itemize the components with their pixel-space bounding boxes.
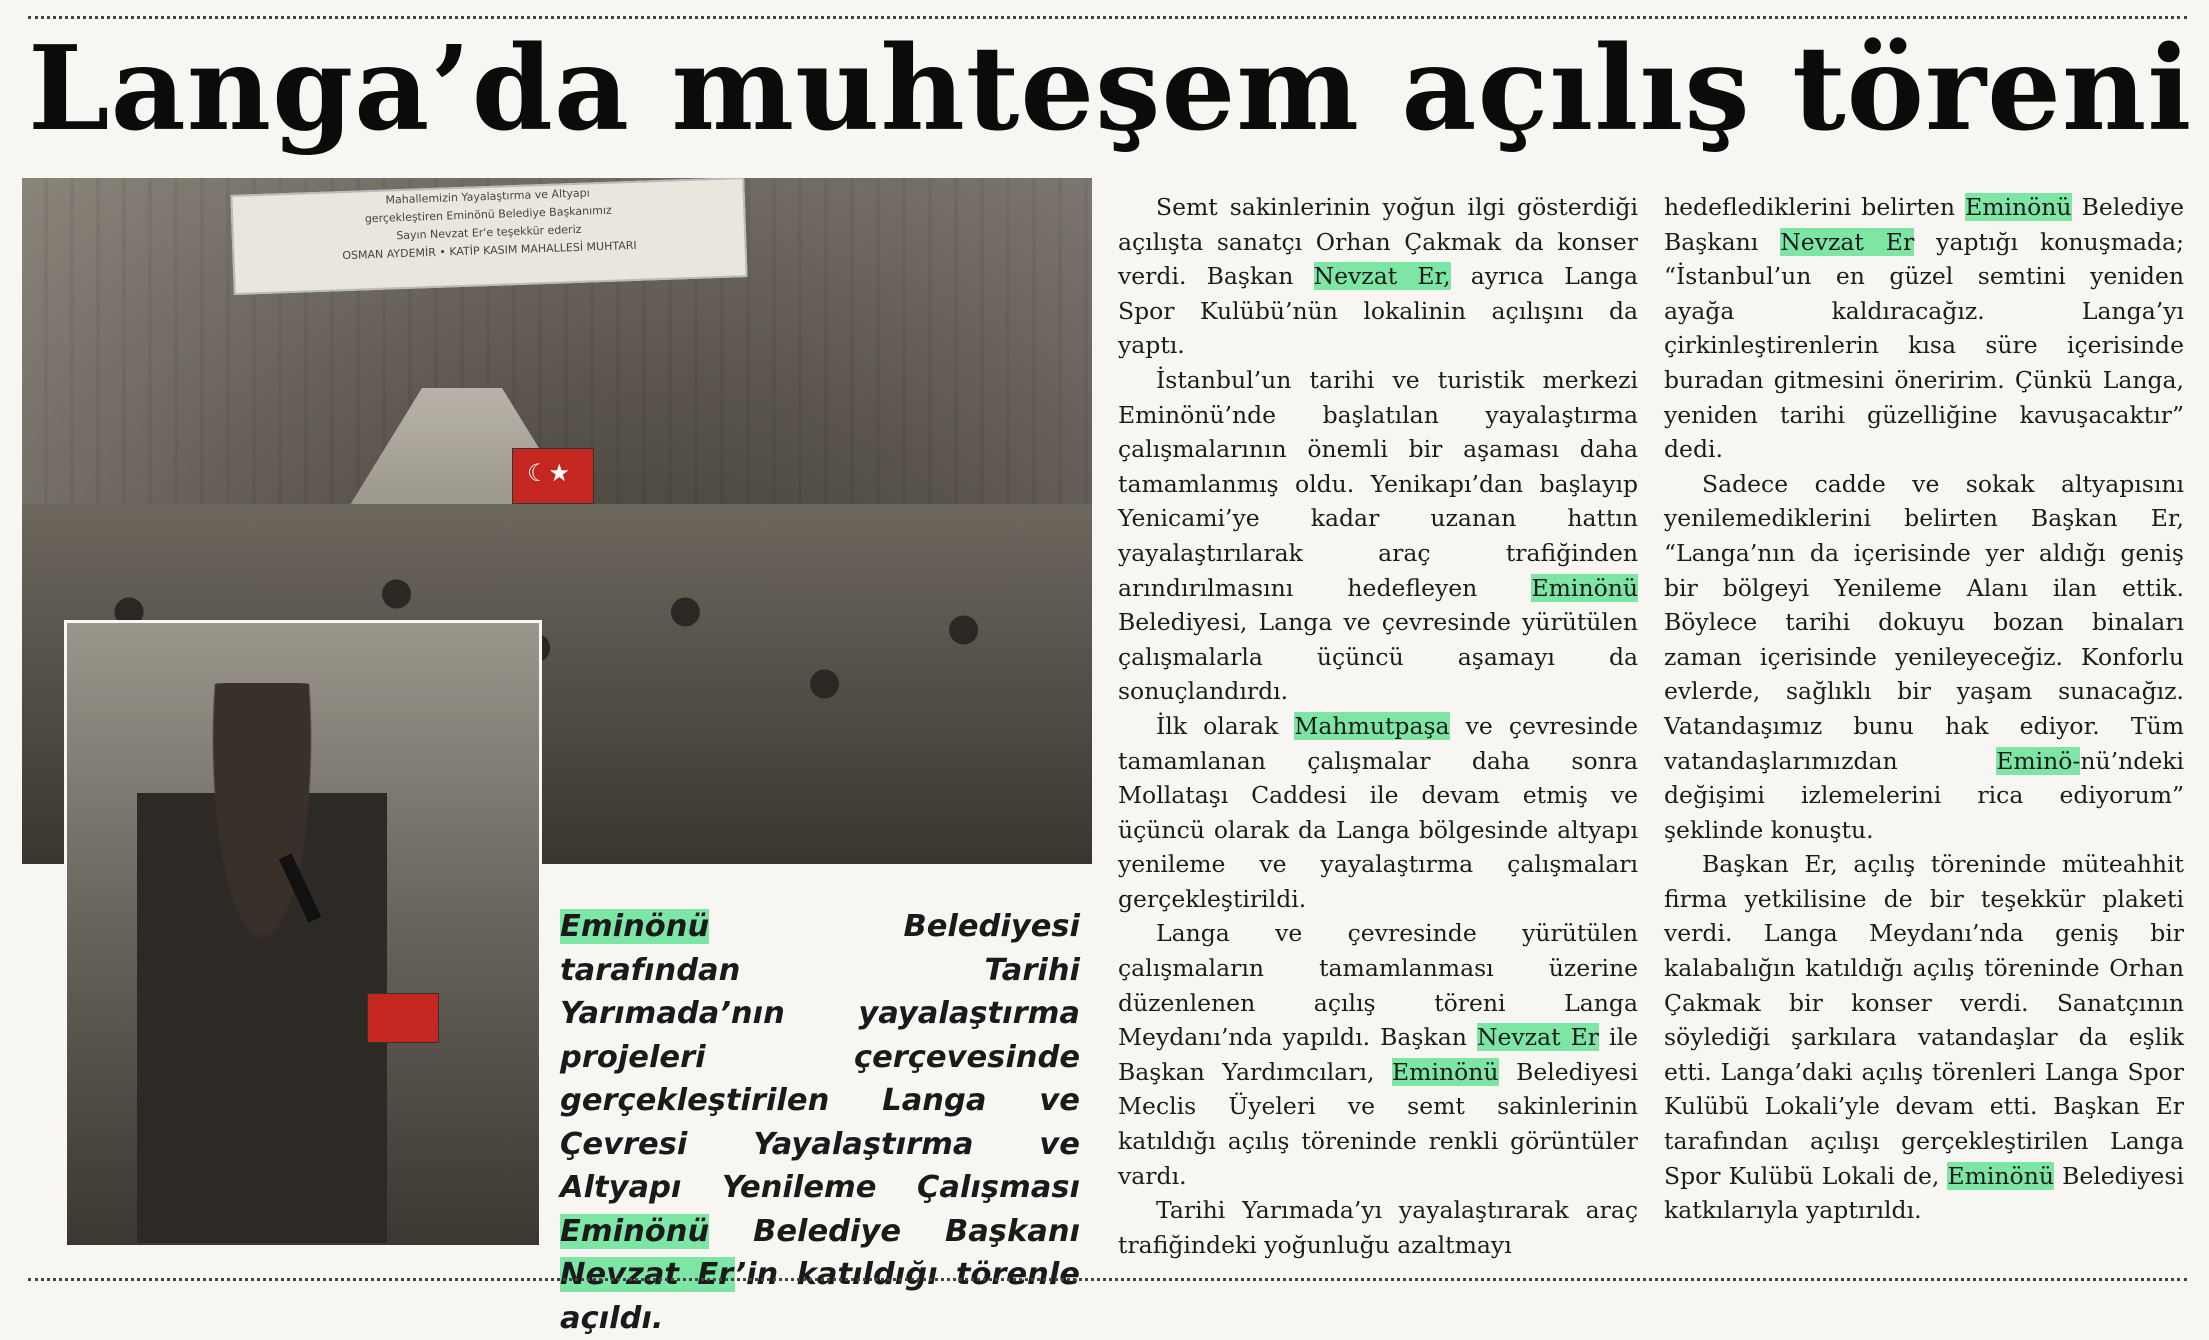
highlight-nevzat-er: Nevzat Er, [1313,262,1451,291]
text: Belediye Başkanı [1664,193,2184,256]
col1-paragraph-5: Tarihi Yarımada’yı yayalaştırarak araç trafiğindeki yoğunluğu azaltmayı [1118,1196,1638,1259]
highlight-eminonu: Eminönü [1965,193,2072,221]
headline: Langa’da muhteşem açılış töreni [28,21,2193,157]
caption-highlight-nevzat: Nevzat Er [560,1257,735,1292]
banner-line-4: OSMAN AYDEMİR • KATİP KASIM MAHALLESİ MUHTARI [342,238,637,263]
text: İlk olarak [1156,711,1295,740]
text: Semt sakinlerinin yoğun ilgi gösterdiği açılışta sanatçı Orhan Çakmak da konser verdi. Başkan [1118,193,1638,291]
highlight-mahmutpasa: Mahmutpaşa [1294,711,1450,740]
text: yaptığı konuşmada; “İstanbul’un en güzel semtini yeniden ayağa kaldıracağız. Langa’yı çirkinleştirenlerin kısa süre içerisinde buradan gitmesini öneririm. Çünkü Langa, yeniden tarihi güzelliğine kavuşacaktır” dedi. [1664,227,2184,464]
text: Langa ve çevresinde yürütülen çalışmaların tamamlanması üzerine düzenlenen açılış töreni Langa Meydanı’nda yapıldı. Başkan [1118,919,1638,1052]
thank-you-banner [230,178,747,295]
col1-paragraph-2 [1118,363,1638,709]
col1-paragraph-4 [1118,916,1638,1193]
text: nü’ndeki değişimi izlemelerini rica ediyorum” şeklinde konuştu. [1664,746,2184,844]
banner-line-1: Mahallemizin Yayalaştırma ve Altyapı [385,186,590,207]
text: hedeflediklerini belirten [1664,193,1966,221]
col2-paragraph-3 [1664,847,2184,1228]
banner-line-2: gerçekleştiren Eminönü Belediye Başkanımız [364,203,612,226]
turkish-flag [512,448,594,504]
caption-highlight-eminonu: Eminönü [560,909,710,944]
text: Belediyesi katkılarıyla yaptırıldı. [1664,1161,2185,1225]
text: Sadece cadde ve sokak altyapısını yenilemediklerini belirten Başkan Er, “Langa’nın da içerisinde yer aldığı geniş bir bölgeyi Yenileme Alanı ilan ettik. Böylece tarihi dokuyu bozan binaları zaman içerisinde yenileyeceğiz. Konforlu evlerde, sağlıklı bir yaşam sunacağız. Vatandaşımız bunu hak ediyor. Tüm vatandaşlarımızdan [1664,469,2184,775]
highlight-eminonu: Eminönü [1947,1161,2054,1190]
caption-highlight-eminonu-2: Eminönü [560,1213,710,1249]
singer-figure [137,683,387,1243]
text: Belediyesi Meclis Üyeleri ve semt sakinlerinin katıldığı açılış töreninde renkli görüntüler vardı. [1118,1057,1638,1190]
caption-text-3: ’in katıldığı törenle açıldı. [560,1257,1080,1336]
text: ayrıca Langa Spor Kulübü’nün lokalinin açılışını da yaptı. [1118,262,1638,360]
text: Başkan Er, açılış töreninde müteahhit firma yetkilisine de bir teşekkür plaketi verdi. Langa Meydanı’nda geniş bir kalabalığın katıldığı açılış töreninde Orhan Çakmak bir konser verdi. Sanatçının söylediği şarkılara vatandaşlar da eşlik etti. Langa’daki açılış törenleri Langa Spor Kulübü Lokali’yle devam etti. Başkan Er tarafından açılışı gerçekleştirilen Langa Spor Kulübü Lokali de, [1664,850,2184,1190]
photo-caption [560,905,1080,1340]
highlight-eminonu: Eminö- [1996,746,2081,775]
text: İstanbul’un tarihi ve turistik merkezi Eminönü’nde başlatılan yayalaştırma çalışmalarının önemli bir aşaması daha tamamlanmış oldu. Yenikapı’dan başlayıp Yenicami’ye kadar uzanan hattın yayalaştırılarak araç trafiğinden arındırılmasını hedefleyen [1118,365,1638,602]
caption-text-1: Belediyesi tarafından Tarihi Yarımada’nın yayalaştırma projeleri çerçevesinde gerçekleştirilen Langa ve Çevresi Yayalaştırma ve Altyapı Yenileme Çalışması [560,909,1080,1205]
text: ile Başkan Yardımcıları, [1118,1023,1638,1086]
highlight-eminonu: Eminönü [1531,573,1638,602]
col2-paragraph-1 [1664,190,2184,467]
text: ve çevresinde tamamlanan çalışmalar daha sonra Mollataşı Caddesi ile devam etmiş ve üçüncü olarak da Langa bölgesinde altyapı yenileme ve yayalaştırma çalışmaları gerçekleştirildi. [1118,711,1638,913]
highlight-nevzat-er: Nevzat Er [1780,227,1915,256]
top-rule [28,16,2187,19]
col1-paragraph-3 [1118,709,1638,917]
article-column-1 [1118,190,1638,1262]
col2-paragraph-2 [1664,467,2184,848]
text: Belediyesi, Langa ve çevresinde yürütülen çalışmalarla üçüncü aşamayı da sonuçlandırdı. [1118,608,1638,706]
caption-text-2: Belediye Başkanı [709,1213,1080,1249]
bottom-rule [28,1278,2187,1281]
col1-paragraph-1 [1118,190,1638,363]
turkish-flag-small [367,993,439,1043]
article-column-2 [1664,190,2184,1228]
highlight-nevzat-er: Nevzat Er [1476,1023,1599,1052]
banner-line-3: Sayın Nevzat Er'e teşekkür ederiz [396,222,582,243]
highlight-eminonu: Eminönü [1392,1057,1499,1086]
singer-photo [64,620,542,1248]
